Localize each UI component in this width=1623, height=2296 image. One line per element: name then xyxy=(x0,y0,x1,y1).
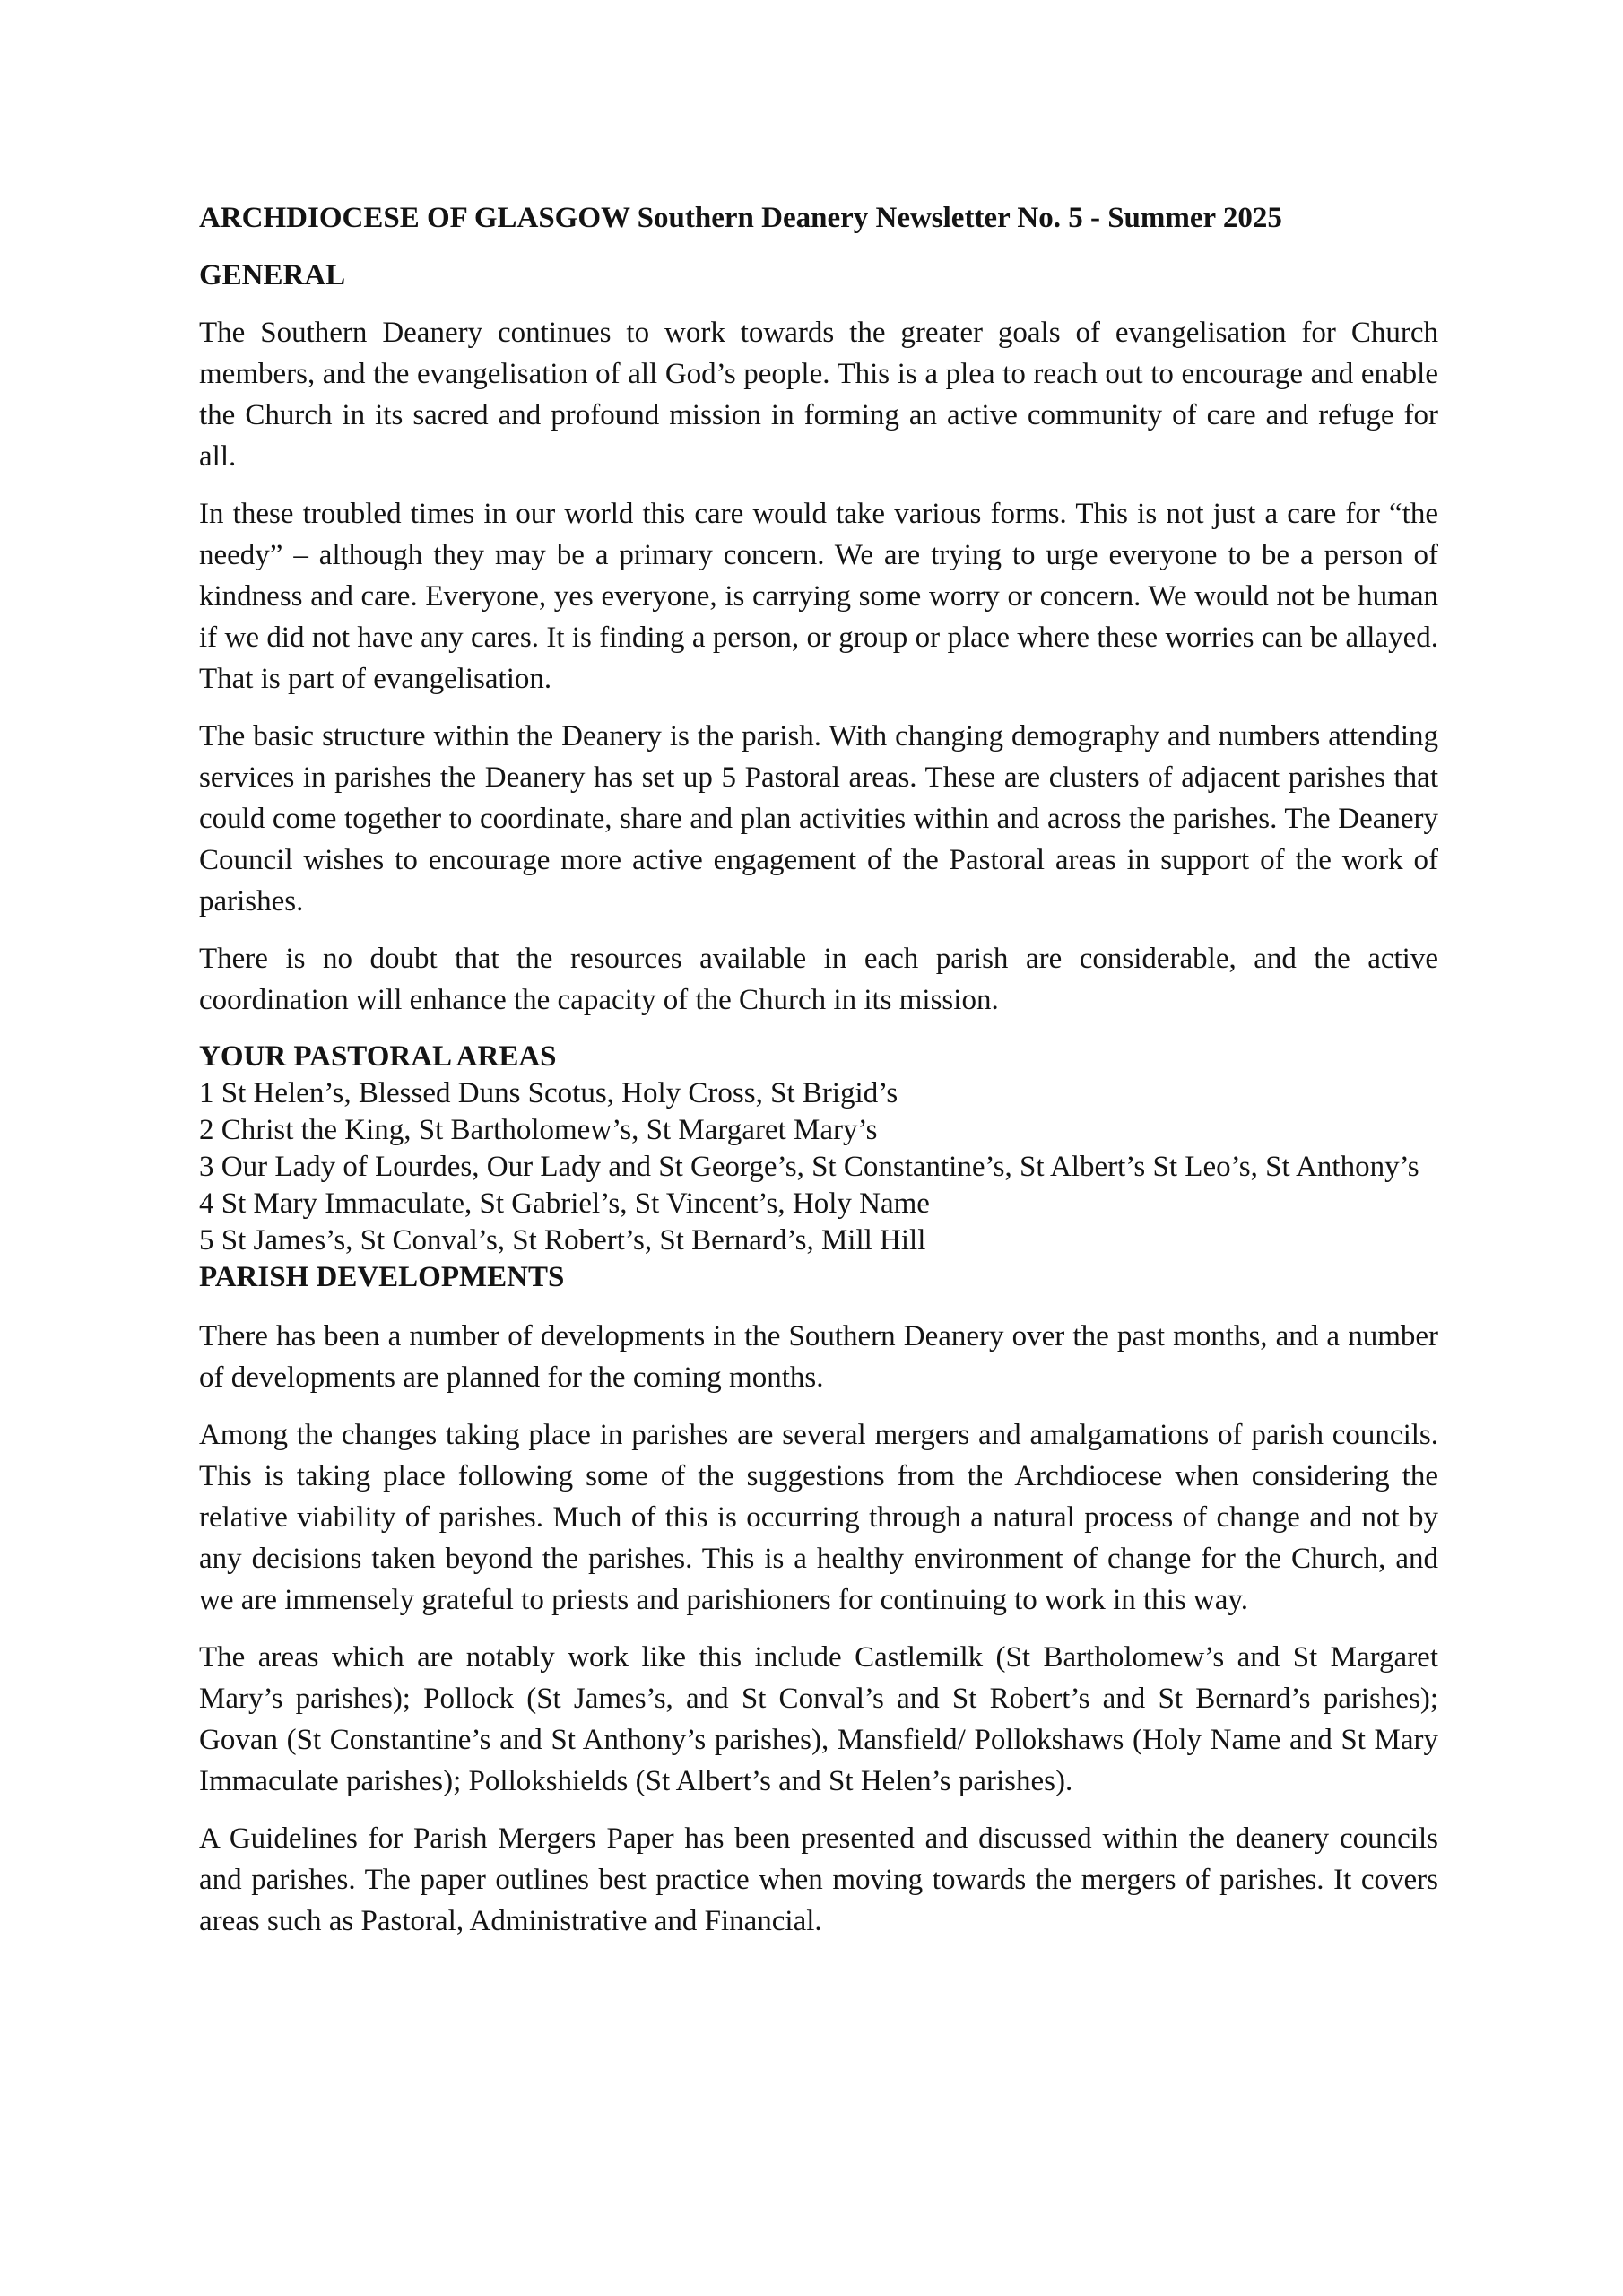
general-paragraph-3: The basic structure within the Deanery is the parish. With changing demography and numbers attending services in parishes the Deanery has set up 5 Pastoral areas. These are clusters of adjacent parishes that could come together to coordinate, share and plan activities within and across the parishes. The Deanery Council wishes to encourage more active engagement of the Pastoral areas in support of the work of parishes. xyxy=(199,720,1438,918)
pastoral-areas-list xyxy=(199,1075,1438,1259)
pastoral-area-item: 1 St Helen’s, Blessed Duns Scotus, Holy Cross, St Brigid’s xyxy=(199,1077,898,1109)
pastoral-area-item: 4 St Mary Immaculate, St Gabriel’s, St Vincent’s, Holy Name xyxy=(199,1187,930,1220)
pastoral-area-item: 3 Our Lady of Lourdes, Our Lady and St George’s, St Constantine’s, St Albert’s St Leo’s, St Anthony’s xyxy=(199,1151,1419,1183)
developments-paragraph-2: Among the changes taking place in parishes are several mergers and amalgamations of parish councils. This is taking place following some of the suggestions from the Archdiocese when considering the relative viability of parishes. Much of this is occurring through a natural process of change and not by any decisions taken beyond the parishes. This is a healthy environment of change for the Church, and we are immensely grateful to priests and parishioners for continuing to work in this way. xyxy=(199,1419,1438,1616)
pastoral-area-item: 5 St James’s, St Conval’s, St Robert’s, St Bernard’s, Mill Hill xyxy=(199,1224,926,1257)
general-paragraph-4: There is no doubt that the resources available in each parish are considerable, and the active coordination will enhance the capacity of the Church in its mission. xyxy=(199,943,1438,1016)
newsletter-title: ARCHDIOCESE OF GLASGOW Southern Deanery Newsletter No. 5 - Summer 2025 xyxy=(199,202,1282,234)
pastoral-area-item: 2 Christ the King, St Bartholomew’s, St Margaret Mary’s xyxy=(199,1114,878,1146)
developments-paragraph-1: There has been a number of developments in the Southern Deanery over the past months, and a number of developments are planned for the coming months. xyxy=(199,1320,1438,1394)
developments-paragraph-3: The areas which are notably work like this include Castlemilk (St Bartholomew’s and St Margaret Mary’s parishes); Pollock (St James’s, and St Conval’s and St Robert’s and St Bernard’s parishes); Govan (St Constantine’s and St Anthony’s parishes), Mansfield/ Pollokshaws (Holy Name and St Mary Immaculate parishes); Pollokshields (St Albert’s and St Helen’s parishes). xyxy=(199,1641,1438,1797)
general-paragraph-1: The Southern Deanery continues to work towards the greater goals of evangelisation for Church members, and the evangelisation of all God’s people. This is a plea to reach out to encourage and enable the Church in its sacred and profound mission in forming an active community of care and refuge for all. xyxy=(199,317,1438,473)
general-heading: GENERAL xyxy=(199,259,346,291)
pastoral-areas-heading: YOUR PASTORAL AREAS xyxy=(199,1040,557,1073)
general-paragraph-2: In these troubled times in our world this care would take various forms. This is not just a care for “the needy” – although they may be a primary concern. We are trying to urge everyone to be a person of kindness and care. Everyone, yes everyone, is carrying some worry or concern. We would not be human if we did not have any cares. It is finding a person, or group or place where these worries can be allayed. That is part of evangelisation. xyxy=(199,498,1438,695)
developments-paragraph-4: A Guidelines for Parish Mergers Paper has been presented and discussed within the deanery councils and parishes. The paper outlines best practice when moving towards the mergers of parishes. It covers areas such as Pastoral, Administrative and Financial. xyxy=(199,1822,1438,1937)
parish-developments-heading: PARISH DEVELOPMENTS xyxy=(199,1261,565,1293)
newsletter-page xyxy=(199,197,1438,1942)
